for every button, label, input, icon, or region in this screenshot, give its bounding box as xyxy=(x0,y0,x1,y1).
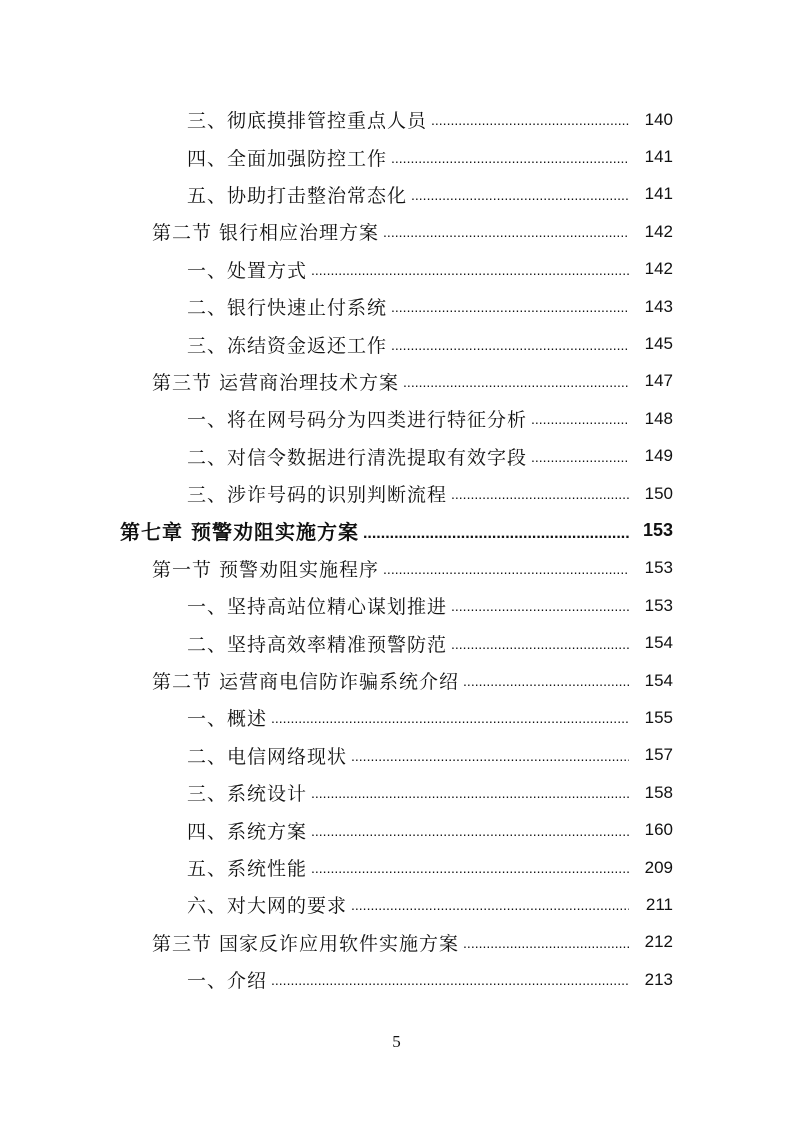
toc-entry-page: 142 xyxy=(644,221,673,241)
toc-subsection-entry[interactable] xyxy=(0,961,793,998)
toc-dot-leader xyxy=(311,823,629,842)
toc-dot-leader xyxy=(403,374,629,393)
toc-entry-title: 二、坚持高效率精准预警防范 xyxy=(187,633,448,656)
toc-subsection-entry[interactable] xyxy=(0,438,793,475)
toc-entry-page: 158 xyxy=(644,782,673,802)
toc-subsection-entry[interactable] xyxy=(0,400,793,437)
toc-entry-title: 六、对大网的要求 xyxy=(187,895,348,918)
toc-entry-title: 第三节 运营商治理技术方案 xyxy=(152,371,400,394)
toc-subsection-entry[interactable] xyxy=(0,176,793,213)
toc-dot-leader xyxy=(431,112,629,131)
toc-dot-leader xyxy=(451,486,629,505)
toc-subsection-entry[interactable] xyxy=(0,251,793,288)
toc-subsection-entry[interactable] xyxy=(0,886,793,923)
toc-subsection-entry[interactable] xyxy=(0,587,793,624)
toc-subsection-entry[interactable] xyxy=(0,774,793,811)
page-number: 5 xyxy=(392,1032,401,1051)
toc-subsection-entry[interactable] xyxy=(0,101,793,138)
toc-entry-title: 五、系统性能 xyxy=(187,858,308,880)
toc-dot-leader xyxy=(271,972,629,991)
toc-dot-leader xyxy=(531,411,629,430)
toc-entry-title: 一、处置方式 xyxy=(187,259,308,282)
toc-subsection-entry[interactable] xyxy=(0,811,793,848)
toc-entry-page: 147 xyxy=(644,371,673,391)
toc-entry-title: 第二节 银行相应治理方案 xyxy=(152,222,380,245)
toc-entry-title: 二、银行快速止付系统 xyxy=(187,297,388,320)
toc-section-entry[interactable] xyxy=(0,550,793,587)
toc-dot-leader xyxy=(451,636,629,655)
toc-subsection-entry[interactable] xyxy=(0,624,793,661)
toc-dot-leader xyxy=(383,561,629,580)
toc-subsection-entry[interactable] xyxy=(0,699,793,736)
toc-entry-page: 153 xyxy=(644,558,673,578)
toc-entry-page: 154 xyxy=(644,670,673,690)
toc-dot-leader xyxy=(351,897,629,916)
toc-dot-leader xyxy=(451,598,629,617)
toc-subsection-entry[interactable] xyxy=(0,325,793,362)
toc-entry-title: 三、涉诈号码的识别判断流程 xyxy=(187,484,448,507)
toc-entry-title: 第三节 国家反诈应用软件实施方案 xyxy=(152,932,460,955)
toc-dot-leader xyxy=(311,860,629,879)
toc-chapter-entry[interactable] xyxy=(0,512,793,549)
toc-entry-title: 一、坚持高站位精心谋划推进 xyxy=(187,596,448,619)
toc-entry-page: 213 xyxy=(644,969,673,989)
toc-entry-title: 三、系统设计 xyxy=(187,783,308,806)
toc-dot-leader xyxy=(271,710,629,729)
toc-entry-page: 160 xyxy=(644,820,673,840)
toc-entry-page: 209 xyxy=(644,857,673,877)
toc-dot-leader xyxy=(383,224,629,243)
toc-subsection-entry[interactable] xyxy=(0,475,793,512)
toc-entry-page: 143 xyxy=(644,296,673,316)
toc-entry-title: 一、将在网号码分为四类进行特征分析 xyxy=(187,409,528,432)
toc-entry-title: 二、对信令数据进行清洗提取有效字段 xyxy=(187,446,528,469)
toc-subsection-entry[interactable] xyxy=(0,138,793,175)
toc-entry-page: 141 xyxy=(644,184,673,204)
toc-entry-title: 二、电信网络现状 xyxy=(187,745,348,768)
toc-entry-page: 140 xyxy=(644,109,673,129)
toc-entry-title: 五、协助打击整治常态化 xyxy=(187,184,408,207)
toc-subsection-entry[interactable] xyxy=(0,737,793,774)
toc-entry-page: 211 xyxy=(645,894,673,914)
toc-dot-leader xyxy=(363,523,629,543)
toc-entry-title: 第七章 预警劝阻实施方案 xyxy=(120,520,359,545)
toc-entry-page: 153 xyxy=(644,595,673,615)
toc-dot-leader xyxy=(391,299,629,318)
toc-entry-page: 145 xyxy=(644,334,673,354)
toc-entry-title: 一、概述 xyxy=(187,708,268,731)
toc-entry-title: 第二节 运营商电信防诈骗系统介绍 xyxy=(152,671,460,694)
toc-entry-page: 154 xyxy=(644,633,673,653)
toc-entry-title: 四、系统方案 xyxy=(187,820,308,843)
toc-section-entry[interactable] xyxy=(0,924,793,961)
toc-dot-leader xyxy=(311,785,629,804)
toc-subsection-entry[interactable] xyxy=(0,849,793,886)
toc-entry-title: 第一节 预警劝阻实施程序 xyxy=(152,558,380,581)
toc-section-entry[interactable] xyxy=(0,213,793,250)
toc-entry-page: 212 xyxy=(644,932,673,952)
toc-entry-page: 157 xyxy=(644,745,673,765)
toc-entry-page: 155 xyxy=(644,707,673,727)
toc-entry-page: 149 xyxy=(644,446,673,466)
toc-dot-leader xyxy=(351,748,629,767)
toc-dot-leader xyxy=(391,337,629,356)
toc-entry-page: 153 xyxy=(642,520,673,541)
toc-dot-leader xyxy=(531,449,629,468)
toc-entry-title: 一、介绍 xyxy=(187,970,268,993)
toc-entry-title: 四、全面加强防控工作 xyxy=(187,147,388,170)
table-of-contents xyxy=(0,101,793,998)
toc-dot-leader xyxy=(391,150,629,169)
toc-subsection-entry[interactable] xyxy=(0,288,793,325)
toc-section-entry[interactable] xyxy=(0,662,793,699)
toc-entry-page: 148 xyxy=(644,408,673,428)
toc-entry-page: 141 xyxy=(644,147,673,167)
toc-entry-title: 三、冻结资金返还工作 xyxy=(187,334,388,357)
toc-dot-leader xyxy=(463,935,629,954)
toc-dot-leader xyxy=(411,187,629,206)
toc-entry-page: 142 xyxy=(644,259,673,279)
toc-section-entry[interactable] xyxy=(0,363,793,400)
toc-dot-leader xyxy=(311,262,629,281)
toc-entry-page: 150 xyxy=(644,483,673,503)
toc-dot-leader xyxy=(463,673,629,692)
toc-entry-title: 三、彻底摸排管控重点人员 xyxy=(187,110,428,133)
